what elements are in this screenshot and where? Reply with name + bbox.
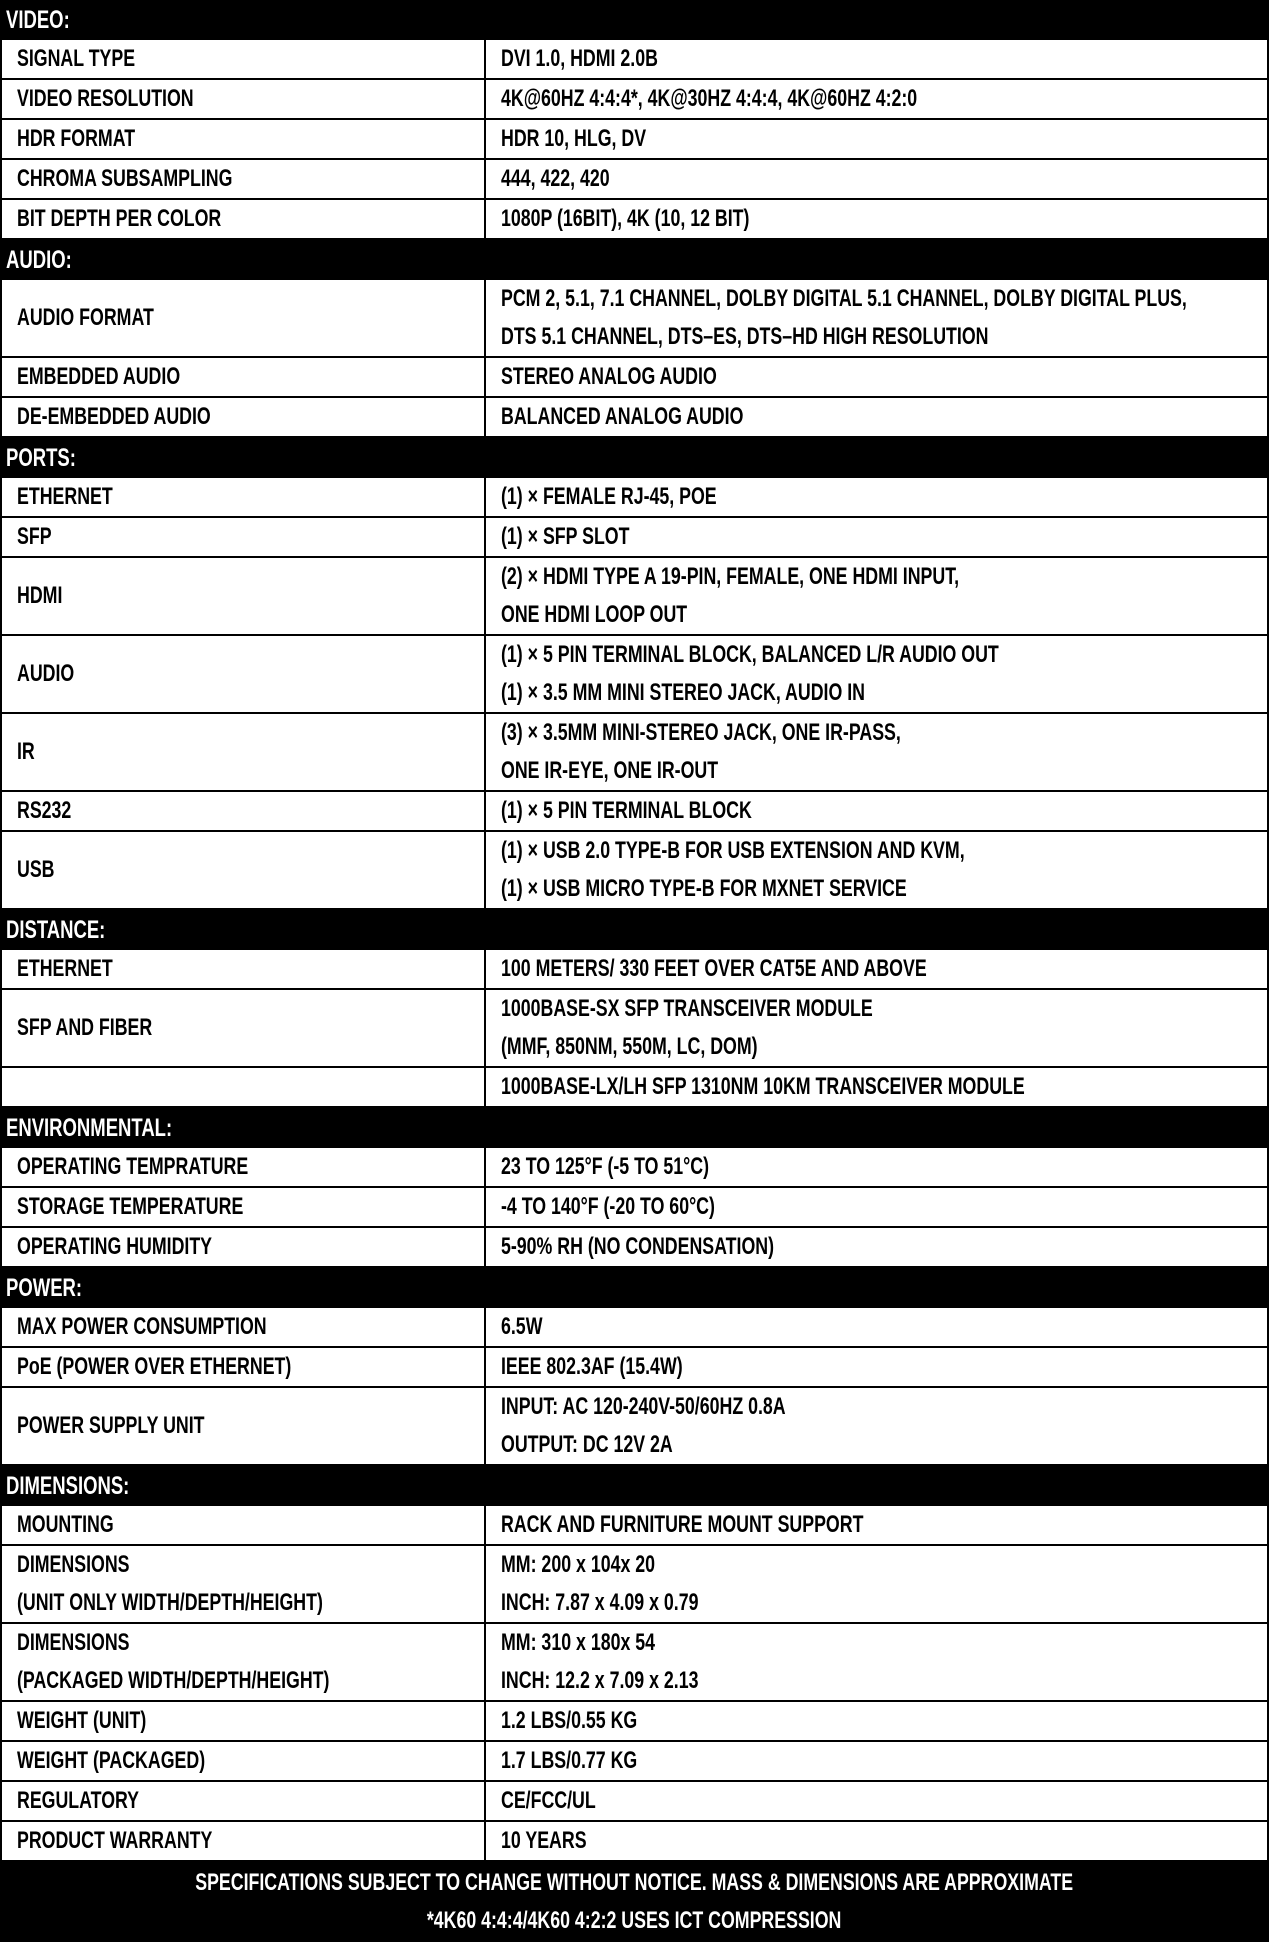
spec-row-weight-unit — [0, 1702, 1269, 1742]
spec-row-ethernet — [0, 950, 1269, 990]
spec-value-line-text: (3) × 3.5MM MINI-STEREO JACK, ONE IR-PASS, — [501, 719, 901, 746]
spec-value — [486, 1228, 1267, 1266]
spec-label-line — [17, 1782, 182, 1820]
spec-value-line — [501, 990, 1267, 1028]
spec-value-line — [501, 1584, 1267, 1622]
spec-label-line-text: SFP AND FIBER — [17, 1014, 153, 1041]
spec-label — [2, 1782, 486, 1820]
spec-row-dimensions-unit-only-width-depth-height — [0, 1546, 1269, 1624]
spec-value-line — [501, 596, 1267, 634]
spec-value-line-text: 1080P (16BIT), 4K (10, 12 BIT) — [501, 205, 750, 232]
spec-label — [2, 40, 486, 78]
spec-label-line-text: AUDIO — [17, 660, 75, 687]
spec-value — [486, 1624, 1267, 1700]
section-header-power — [0, 1268, 1269, 1308]
spec-label — [2, 1742, 486, 1780]
spec-value-line-text: (1) × USB MICRO TYPE-B FOR MXNET SERVICE — [501, 875, 907, 902]
section-header-environmental — [0, 1108, 1269, 1148]
spec-label-line-text: DIMENSIONS — [17, 1629, 130, 1656]
footer-line-text: SPECIFICATIONS SUBJECT TO CHANGE WITHOUT NOTICE. MASS & DIMENSIONS ARE APPROXIMATE — [195, 1869, 1074, 1896]
spec-row-sfp-and-fiber — [0, 990, 1269, 1068]
spec-label-line — [17, 478, 146, 516]
spec-label-line-text: AUDIO FORMAT — [17, 304, 154, 331]
spec-label — [2, 1348, 486, 1386]
spec-value-line — [501, 1228, 1267, 1266]
spec-value-line-text: 444, 422, 420 — [501, 165, 610, 192]
spec-label-line-text: MAX POWER CONSUMPTION — [17, 1313, 267, 1340]
spec-row-embedded-audio — [0, 358, 1269, 398]
spec-row-chroma-subsampling — [0, 160, 1269, 200]
spec-label — [2, 280, 486, 356]
spec-value-line-text: 100 METERS/ 330 FEET OVER CAT5E AND ABOVE — [501, 955, 927, 982]
spec-value — [486, 558, 1267, 634]
spec-value-line-text: -4 TO 140°F (-20 TO 60°C) — [501, 1193, 715, 1220]
spec-label-line-text: POWER SUPPLY UNIT — [17, 1412, 205, 1439]
spec-label — [2, 1702, 486, 1740]
spec-value-line — [501, 1702, 1267, 1740]
spec-label — [2, 832, 486, 908]
spec-label-line — [17, 1662, 439, 1700]
spec-value — [486, 1742, 1267, 1780]
spec-label-line — [17, 299, 202, 337]
spec-row-signal-type — [0, 40, 1269, 80]
spec-label — [2, 1822, 486, 1860]
spec-label-line-text: OPERATING TEMPRATURE — [17, 1153, 249, 1180]
spec-value-line-text: INCH: 7.87 x 4.09 x 0.79 — [501, 1589, 699, 1616]
spec-label — [2, 80, 486, 118]
spec-value-line — [501, 398, 1267, 436]
spec-label-line — [17, 40, 177, 78]
spec-value-line-text: 1.7 LBS/0.77 KG — [501, 1747, 638, 1774]
spec-value-line-text: 6.5W — [501, 1313, 543, 1340]
spec-label-line — [17, 577, 78, 615]
spec-label-line-text: PoE (POWER OVER ETHERNET) — [17, 1353, 292, 1380]
spec-value — [486, 792, 1267, 830]
spec-value-line — [501, 200, 1267, 238]
spec-row-weight-packaged — [0, 1742, 1269, 1782]
spec-label — [2, 1188, 486, 1226]
spec-value-line — [501, 1546, 1267, 1584]
spec-label-line-text: RS232 — [17, 797, 72, 824]
spec-value — [486, 1308, 1267, 1346]
spec-row-mounting — [0, 1506, 1269, 1546]
spec-label — [2, 478, 486, 516]
spec-value-line — [501, 792, 1267, 830]
spec-label-line — [17, 792, 90, 830]
spec-label — [2, 792, 486, 830]
spec-row-video-resolution — [0, 80, 1269, 120]
spec-label-line-text: MOUNTING — [17, 1511, 114, 1538]
spec-value — [486, 40, 1267, 78]
spec-label-line — [17, 1348, 388, 1386]
spec-row-sfp — [0, 518, 1269, 558]
spec-value — [486, 478, 1267, 516]
spec-value — [486, 398, 1267, 436]
spec-row-audio — [0, 636, 1269, 714]
spec-label — [2, 1624, 486, 1700]
spec-label-line-text: BIT DEPTH PER COLOR — [17, 205, 222, 232]
spec-value-line-text: ONE HDMI LOOP OUT — [501, 601, 688, 628]
section-title: DISTANCE: — [6, 916, 106, 944]
spec-value-line — [501, 950, 1267, 988]
spec-value — [486, 990, 1267, 1066]
spec-value-line — [501, 1028, 1267, 1066]
spec-label — [2, 200, 486, 238]
spec-row-rs232 — [0, 792, 1269, 832]
spec-value-line-text: (1) × USB 2.0 TYPE-B FOR USB EXTENSION AND KVM, — [501, 837, 965, 864]
spec-value-line-text: OUTPUT: DC 12V 2A — [501, 1431, 673, 1458]
spec-label-line-text: DIMENSIONS — [17, 1551, 130, 1578]
spec-value — [486, 80, 1267, 118]
spec-label-line-text: (PACKAGED WIDTH/DEPTH/HEIGHT) — [17, 1667, 330, 1694]
spec-row-usb — [0, 832, 1269, 910]
spec-label-line-text: REGULATORY — [17, 1787, 140, 1814]
spec-value-line-text: (1) × FEMALE RJ-45, POE — [501, 483, 717, 510]
spec-value-line — [501, 674, 1267, 712]
spec-value-line — [501, 1506, 1267, 1544]
spec-value-line — [501, 1742, 1267, 1780]
spec-label-line — [17, 398, 279, 436]
footer-notice — [0, 1862, 1269, 1942]
spec-value — [486, 358, 1267, 396]
spec-label-line-text: HDMI — [17, 582, 63, 609]
spec-value — [486, 280, 1269, 356]
spec-value-line-text: MM: 310 x 180x 54 — [501, 1629, 656, 1656]
spec-row-audio-format — [0, 280, 1269, 358]
spec-row-de-embedded-audio — [0, 398, 1269, 438]
spec-label — [2, 358, 486, 396]
spec-label-line-text: WEIGHT (UNIT) — [17, 1707, 147, 1734]
spec-row-operating-temprature — [0, 1148, 1269, 1188]
spec-row-max-power-consumption — [0, 1308, 1269, 1348]
spec-value-line-text: 4K@60HZ 4:4:4*, 4K@30HZ 4:4:4, 4K@60HZ 4:2:0 — [501, 85, 918, 112]
spec-label-line-text: OPERATING HUMIDITY — [17, 1233, 213, 1260]
spec-label-line — [17, 1624, 439, 1662]
spec-label-line — [17, 120, 177, 158]
spec-value-line — [501, 1662, 1267, 1700]
spec-value-line — [501, 558, 1267, 596]
section-title: ENVIRONMENTAL: — [6, 1114, 173, 1142]
spec-value-line — [501, 752, 1267, 790]
spec-label-line-text: ETHERNET — [17, 955, 113, 982]
spec-label — [2, 160, 486, 198]
spec-label-line-text: ETHERNET — [17, 483, 113, 510]
spec-label — [2, 636, 486, 712]
spec-value — [486, 1388, 1267, 1464]
spec-value — [486, 1782, 1267, 1820]
spec-row-power-supply-unit — [0, 1388, 1269, 1466]
spec-label — [2, 518, 486, 556]
spec-value-line-text: 1.2 LBS/0.55 KG — [501, 1707, 638, 1734]
spec-label-line — [17, 1407, 270, 1445]
section-header-ports — [0, 438, 1269, 478]
spec-value — [486, 1148, 1267, 1186]
spec-label — [2, 950, 486, 988]
spec-value — [486, 832, 1267, 908]
spec-label-line — [17, 518, 64, 556]
spec-label-line-text: EMBEDDED AUDIO — [17, 363, 181, 390]
spec-value — [486, 1702, 1267, 1740]
spec-value-line — [501, 1426, 1267, 1464]
spec-value-line-text: BALANCED ANALOG AUDIO — [501, 403, 744, 430]
spec-value-line — [501, 478, 1267, 516]
spec-value — [486, 636, 1267, 712]
spec-label — [2, 990, 486, 1066]
spec-value-line-text: ONE IR-EYE, ONE IR-OUT — [501, 757, 719, 784]
spec-value-line — [501, 1388, 1267, 1426]
spec-value-line-text: (2) × HDMI TYPE A 19-PIN, FEMALE, ONE HDMI INPUT, — [501, 563, 960, 590]
spec-label-line — [17, 1584, 430, 1622]
spec-label — [2, 1506, 486, 1544]
spec-label — [2, 1068, 486, 1106]
spec-label-line-text: VIDEO RESOLUTION — [17, 85, 194, 112]
spec-value-line — [501, 1348, 1267, 1386]
spec-label-line — [17, 1308, 354, 1346]
spec-label-line — [17, 80, 256, 118]
section-title: VIDEO: — [6, 6, 70, 34]
spec-label-line-text: HDR FORMAT — [17, 125, 136, 152]
spec-value-line-text: STEREO ANALOG AUDIO — [501, 363, 717, 390]
spec-label-line — [17, 733, 41, 771]
spec-value — [486, 1822, 1267, 1860]
section-title: DIMENSIONS: — [6, 1472, 130, 1500]
spec-value-line-text: 1000BASE-LX/LH SFP 1310NM 10KM TRANSCEIVER MODULE — [501, 1073, 1025, 1100]
section-header-audio — [0, 240, 1269, 280]
spec-value-line-text: PCM 2, 5.1, 7.1 CHANNEL, DOLBY DIGITAL 5.1 CHANNEL, DOLBY DIGITAL PLUS, — [501, 285, 1187, 312]
spec-value-line — [501, 120, 1267, 158]
spec-label-line-text: CHROMA SUBSAMPLING — [17, 165, 233, 192]
spec-value-line — [501, 518, 1267, 556]
spec-value-line — [501, 870, 1267, 908]
section-header-dimensions — [0, 1466, 1269, 1506]
spec-row-ir — [0, 714, 1269, 792]
spec-label-line — [17, 1148, 329, 1186]
spec-value-line-text: IEEE 802.3AF (15.4W) — [501, 1353, 683, 1380]
spec-label-line — [17, 1546, 430, 1584]
spec-label — [2, 398, 486, 436]
spec-value — [486, 1546, 1267, 1622]
spec-row-ethernet — [0, 478, 1269, 518]
spec-label-line — [17, 950, 146, 988]
spec-row-operating-humidity — [0, 1228, 1269, 1268]
spec-value-line-text: HDR 10, HLG, DV — [501, 125, 647, 152]
spec-label-line — [17, 1506, 148, 1544]
spec-value — [486, 120, 1267, 158]
footer-line — [0, 1864, 1269, 1902]
spec-value-line — [501, 1188, 1267, 1226]
spec-label-line-text: PRODUCT WARRANTY — [17, 1827, 213, 1854]
spec-value-line-text: 1000BASE-SX SFP TRANSCEIVER MODULE — [501, 995, 873, 1022]
spec-value — [486, 160, 1267, 198]
spec-row-storage-temperature — [0, 1188, 1269, 1228]
spec-value-line — [501, 714, 1267, 752]
spec-value-line-text: INCH: 12.2 x 7.09 x 2.13 — [501, 1667, 699, 1694]
spec-value-line-text: DTS 5.1 CHANNEL, DTS–ES, DTS–HD HIGH RESOLUTION — [501, 323, 989, 350]
spec-row-blank — [0, 1068, 1269, 1108]
spec-label — [2, 714, 486, 790]
spec-label-line-text: USB — [17, 856, 55, 883]
spec-value-line-text: INPUT: AC 120-240V-50/60HZ 0.8A — [501, 1393, 786, 1420]
spec-label — [2, 1228, 486, 1266]
spec-value-line-text: CE/FCC/UL — [501, 1787, 596, 1814]
spec-value — [486, 1068, 1267, 1106]
spec-value-line-text: (1) × SFP SLOT — [501, 523, 630, 550]
spec-value-line — [501, 832, 1267, 870]
spec-label-line-text: (UNIT ONLY WIDTH/DEPTH/HEIGHT) — [17, 1589, 323, 1616]
spec-value-line-text: (1) × 3.5 MM MINI STEREO JACK, AUDIO IN — [501, 679, 865, 706]
spec-value-line-text: RACK AND FURNITURE MOUNT SUPPORT — [501, 1511, 864, 1538]
spec-value-line — [501, 80, 1267, 118]
spec-value-line — [501, 40, 1267, 78]
spec-value-line-text: 5-90% RH (NO CONDENSATION) — [501, 1233, 775, 1260]
spec-label-line-text: IR — [17, 738, 35, 765]
spec-value-line — [501, 1822, 1267, 1860]
spec-value — [486, 1348, 1267, 1386]
spec-label-line — [17, 1009, 200, 1047]
spec-value — [486, 950, 1267, 988]
spec-label — [2, 1546, 486, 1622]
spec-value-line-text: (1) × 5 PIN TERMINAL BLOCK, BALANCED L/R AUDIO OUT — [501, 641, 999, 668]
spec-row-bit-depth-per-color — [0, 200, 1269, 240]
spec-value-line — [501, 1624, 1267, 1662]
spec-value-line — [501, 1148, 1267, 1186]
spec-value — [486, 714, 1267, 790]
footer-line — [0, 1902, 1269, 1940]
spec-value-line — [501, 636, 1267, 674]
spec-value-line — [501, 1782, 1267, 1820]
spec-row-hdr-format — [0, 120, 1269, 160]
spec-value-line — [501, 318, 1269, 356]
spec-value — [486, 518, 1267, 556]
spec-row-poe-power-over-ethernet — [0, 1348, 1269, 1388]
spec-label-line-text: WEIGHT (PACKAGED) — [17, 1747, 206, 1774]
spec-label-line — [17, 1822, 281, 1860]
spec-label — [2, 120, 486, 158]
spec-row-hdmi — [0, 558, 1269, 636]
spec-value — [486, 200, 1267, 238]
spec-label-line — [17, 200, 293, 238]
spec-label-line — [17, 1188, 323, 1226]
spec-row-dimensions-packaged-width-depth-height — [0, 1624, 1269, 1702]
spec-label-line — [17, 655, 94, 693]
spec-value-line — [501, 358, 1267, 396]
spec-value-line-text: (MMF, 850NM, 550M, LC, DOM) — [501, 1033, 758, 1060]
section-title: AUDIO: — [6, 246, 72, 274]
spec-value-line — [501, 160, 1267, 198]
spec-label-line — [17, 851, 68, 889]
section-title: POWER: — [6, 1274, 83, 1302]
spec-label-line-text: STORAGE TEMPERATURE — [17, 1193, 244, 1220]
footer-line-text: *4K60 4:4:4/4K60 4:2:2 USES ICT COMPRESSION — [427, 1907, 842, 1934]
spec-label — [2, 1308, 486, 1346]
spec-label-line-text: SFP — [17, 523, 52, 550]
spec-value — [486, 1188, 1267, 1226]
spec-label — [2, 1388, 486, 1464]
section-title: PORTS: — [6, 444, 76, 472]
spec-label — [2, 1148, 486, 1186]
spec-label-line — [17, 1702, 192, 1740]
spec-value-line-text: MM: 200 x 104x 20 — [501, 1551, 656, 1578]
spec-label — [2, 558, 486, 634]
section-header-distance — [0, 910, 1269, 950]
spec-label-line-text: DE-EMBEDDED AUDIO — [17, 403, 211, 430]
spec-value-line-text: (1) × 5 PIN TERMINAL BLOCK — [501, 797, 752, 824]
spec-label-line — [17, 160, 308, 198]
spec-label-line — [17, 1742, 271, 1780]
spec-value-line-text: 23 TO 125°F (-5 TO 51°C) — [501, 1153, 709, 1180]
spec-label-line — [17, 358, 237, 396]
spec-value-line — [501, 280, 1269, 318]
spec-value-line-text: DVI 1.0, HDMI 2.0B — [501, 45, 658, 72]
spec-row-product-warranty — [0, 1822, 1269, 1862]
spec-value — [486, 1506, 1267, 1544]
spec-label-line — [17, 1228, 281, 1266]
section-header-video — [0, 0, 1269, 40]
spec-value-line-text: 10 YEARS — [501, 1827, 587, 1854]
spec-label-line-text: SIGNAL TYPE — [17, 45, 136, 72]
spec-value-line — [501, 1308, 1267, 1346]
spec-value-line — [501, 1068, 1267, 1106]
spec-row-regulatory — [0, 1782, 1269, 1822]
